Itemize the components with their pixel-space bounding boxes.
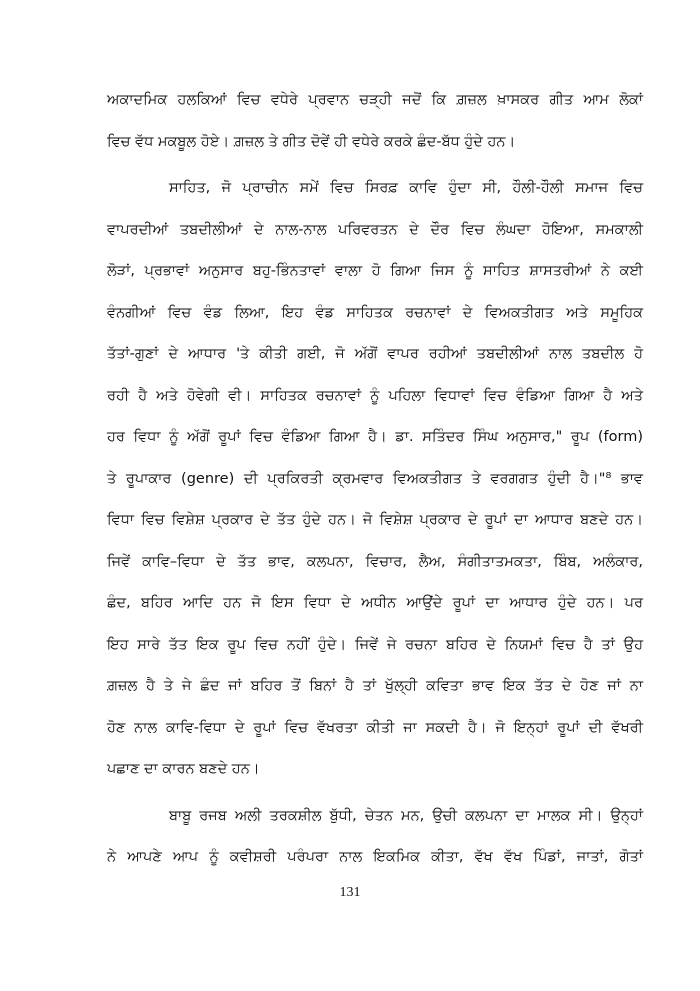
text-line: ਰਹੀ ਹੈ ਅਤੇ ਹੋਵੇਗੀ ਵੀ। ਸਾਹਿਤਕ ਰਚਨਾਵਾਂ ਨੂੰ ਪਹਿਲਾ ਵਿਧਾਵਾਂ ਵਿਚ ਵੰਡਿਆ ਗਿਆ ਹੈ ਅਤੇ: [107, 387, 643, 404]
text-line: ਵਿਧਾ ਵਿਚ ਵਿਸ਼ੇਸ਼ ਪ੍ਰਕਾਰ ਦੇ ਤੱਤ ਹੁੰਦੇ ਹਨ। ਜੋ ਵਿਸ਼ੇਸ਼ ਪ੍ਰਕਾਰ ਦੇ ਰੂਪਾਂ ਦਾ ਆਧਾਰ ਬਣਦੇ ਹਨ।: [107, 512, 643, 528]
paragraph-3: [107, 796, 643, 879]
text-line: ਅਕਾਦਮਿਕ ਹਲਕਿਆਂ ਵਿਚ ਵਧੇਰੇ ਪ੍ਰਵਾਨ ਚੜ੍ਹੀ ਜਦੋਂ ਕਿ ਗ਼ਜ਼ਲ ਖ਼ਾਸਕਰ ਗੀਤ ਆਮ ਲੋਕਾਂ: [107, 92, 643, 108]
text-line: ਪਛਾਣ ਦਾ ਕਾਰਨ ਬਣਦੇ ਹਨ।: [107, 761, 260, 777]
paragraph-2: [107, 168, 643, 791]
text-line: ਜਿਵੇਂ ਕਾਵਿ–ਵਿਧਾ ਦੇ ਤੱਤ ਭਾਵ, ਕਲਪਨਾ, ਵਿਚਾਰ, ਲੈਅ, ਸੰਗੀਤਾਤਮਕਤਾ, ਬਿੰਬ, ਅਲੰਕਾਰ,: [107, 553, 643, 570]
text-line: ਲੋੜਾਂ, ਪ੍ਰਭਾਵਾਂ ਅਨੁਸਾਰ ਬਹੁ-ਭਿੰਨਤਾਵਾਂ ਵਾਲਾ ਹੋ ਗਿਆ ਜਿਸ ਨੂੰ ਸਾਹਿਤ ਸ਼ਾਸਤਰੀਆਂ ਨੇ ਕਈ: [107, 263, 643, 279]
text-line: ਵਾਪਰਦੀਆਂ ਤਬਦੀਲੀਆਂ ਦੇ ਨਾਲ-ਨਾਲ ਪਰਿਵਰਤਨ ਦੇ ਦੌਰ ਵਿਚ ਲੰਘਦਾ ਹੋਇਆ, ਸਮਕਾਲੀ: [107, 221, 643, 238]
text-line: ਗ਼ਜ਼ਲ ਹੈ ਤੇ ਜੇ ਛੰਦ ਜਾਂ ਬਹਿਰ ਤੋਂ ਬਿਨਾਂ ਹੈ ਤਾਂ ਖੁੱਲ੍ਹੀ ਕਵਿਤਾ ਭਾਵ ਇਕ ਤੱਤ ਦੇ ਹੋਣ ਜਾਂ ਨਾ: [107, 678, 643, 694]
text-line: ਵਿਚ ਵੱਧ ਮਕਬੂਲ ਹੋਏ। ਗ਼ਜ਼ਲ ਤੇ ਗੀਤ ਦੋਵੇਂ ਹੀ ਵਧੇਰੇ ਕਰਕੇ ਛੰਦ-ਬੱਧ ਹੁੰਦੇ ਹਨ।: [107, 133, 516, 150]
paragraph-1: [107, 80, 643, 163]
text-line: ਤੱਤਾਂ-ਗੁਣਾਂ ਦੇ ਆਧਾਰ 'ਤੇ ਕੀਤੀ ਗਈ, ਜੋ ਅੱਗੋਂ ਵਾਪਰ ਰਹੀਆਂ ਤਬਦੀਲੀਆਂ ਨਾਲ ਤਬਦੀਲ ਹੋ: [107, 346, 643, 362]
text-line: ਹਰ ਵਿਧਾ ਨੂੰ ਅੱਗੋਂ ਰੂਪਾਂ ਵਿਚ ਵੰਡਿਆ ਗਿਆ ਹੈ। ਡਾ. ਸਤਿੰਦਰ ਸਿੰਘ ਅਨੁਸਾਰ," ਰੂਪ (form): [107, 429, 643, 445]
text-line: ਇਹ ਸਾਰੇ ਤੱਤ ਇਕ ਰੂਪ ਵਿਚ ਨਹੀਂ ਹੁੰਦੇ। ਜਿਵੇਂ ਜੇ ਰਚਨਾ ਬਹਿਰ ਦੇ ਨਿਯਮਾਂ ਵਿਚ ਹੈ ਤਾਂ ਉਹ: [107, 636, 643, 653]
text-line: ਵੰਨਗੀਆਂ ਵਿਚ ਵੰਡ ਲਿਆ, ਇਹ ਵੰਡ ਸਾਹਿਤਕ ਰਚਨਾਵਾਂ ਦੇ ਵਿਅਕਤੀਗਤ ਅਤੇ ਸਮੂਹਿਕ: [107, 304, 643, 321]
text-line: ਸਾਹਿਤ, ਜੋ ਪ੍ਰਾਚੀਨ ਸਮੇਂ ਵਿਚ ਸਿਰਫ਼ ਕਾਵਿ ਹੁੰਦਾ ਸੀ, ਹੌਲੀ-ਹੌਲੀ ਸਮਾਜ ਵਿਚ: [169, 180, 643, 196]
text-line: ਬਾਬੂ ਰਜਬ ਅਲੀ ਤਰਕਸ਼ੀਲ ਬੁੱਧੀ, ਚੇਤਨ ਮਨ, ਉਚੀ ਕਲਪਨਾ ਦਾ ਮਾਲਕ ਸੀ। ਉਨ੍ਹਾਂ: [169, 807, 643, 824]
text-line: ਨੇ ਆਪਣੇ ਆਪ ਨੂੰ ਕਵੀਸ਼ਰੀ ਪਰੰਪਰਾ ਨਾਲ ਇਕਮਿਕ ਕੀਤਾ, ਵੱਖ ਵੱਖ ਪਿੰਡਾਂ, ਜਾਤਾਂ, ਗੋਤਾਂ: [107, 849, 643, 865]
text-line: ਤੇ ਰੂਪਾਕਾਰ (genre) ਦੀ ਪ੍ਰਕਿਰਤੀ ਕ੍ਰਮਵਾਰ ਵਿਅਕਤੀਗਤ ਤੇ ਵਰਗਗਤ ਹੁੰਦੀ ਹੈ।"⁸ ਭਾਵ: [107, 470, 643, 487]
page-body: [107, 80, 643, 879]
text-line: ਹੋਣ ਨਾਲ ਕਾਵਿ-ਵਿਧਾ ਦੇ ਰੂਪਾਂ ਵਿਚ ਵੱਖਰਤਾ ਕੀਤੀ ਜਾ ਸਕਦੀ ਹੈ। ਜੋ ਇਨ੍ਹਾਂ ਰੂਪਾਂ ਦੀ ਵੱਖਰੀ: [107, 719, 643, 736]
page-number: 131: [339, 885, 361, 900]
text-line: ਛੰਦ, ਬਹਿਰ ਆਦਿ ਹਨ ਜੋ ਇਸ ਵਿਧਾ ਦੇ ਅਧੀਨ ਆਉਂਦੇ ਰੂਪਾਂ ਦਾ ਆਧਾਰ ਹੁੰਦੇ ਹਨ। ਪਰ: [107, 595, 643, 611]
